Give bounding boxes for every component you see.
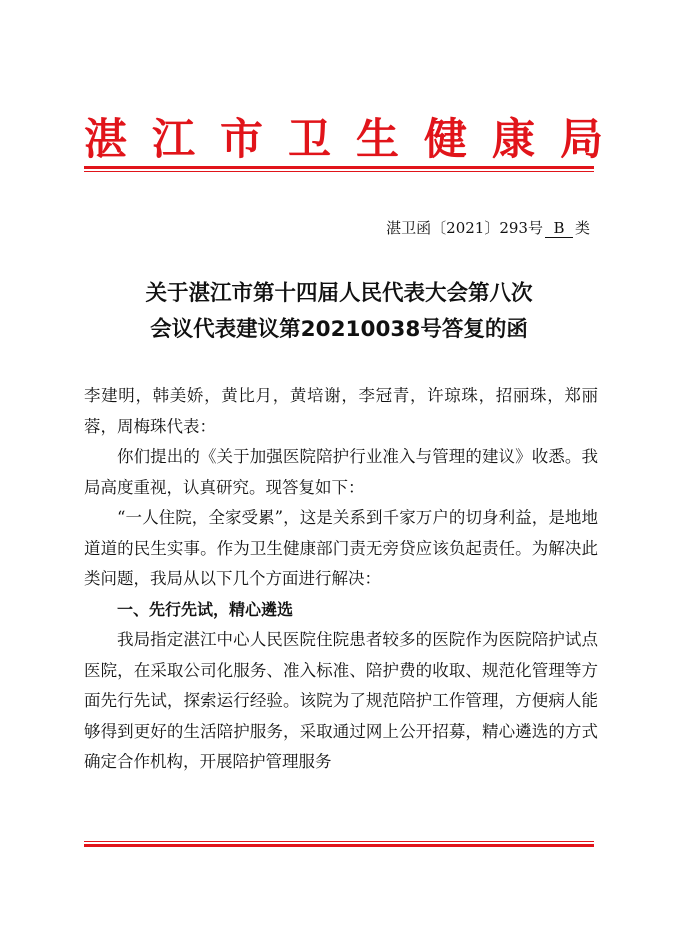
document-number [386,216,590,240]
document-class-mark: B [545,219,573,238]
body-paragraph: “一人住院，全家受累”，这是关系到千家万户的切身利益，是地地道道的民生实事。作为卫生健康部门责无旁贷应该负起责任。为解决此类问题，我局从以下几个方面进行解决： [84,508,598,588]
subject-line-2: 会议代表建议第20210038号答复的函 [150,317,528,342]
header-red-rule-thin [84,171,594,172]
footer-red-rule-thick [84,844,594,847]
recipients: 李建明，韩美娇，黄比月，黄培谢，李冠青，许琼珠，招丽珠，郑丽蓉，周梅珠代表： [84,386,598,436]
document-subject [84,276,594,348]
document-number-suffix: 类 [574,219,590,237]
document-body [84,381,598,778]
document-number-prefix: 湛卫函〔2021〕293号 [386,219,543,237]
section-heading: 一、先行先试，精心遴选 [117,599,294,619]
footer-red-rule-thin [84,841,594,842]
body-paragraph: 我局指定湛江中心人民医院住院患者较多的医院作为医院陪护试点医院，在采取公司化服务、准入标准、陪护费的收取、规范化管理等方面先行先试，探索运行经验。该院为了规范陪护工作管理，方便病人能够得到更好的生活陪护服务，采取通过网上公开招募，精心遴选的方式确定合作机构，开展陪护管理服务 [84,630,598,771]
subject-line-1: 关于湛江市第十四届人民代表大会第八次 [145,281,533,306]
header-red-rule-thick [84,166,594,169]
organization-header: 湛江市卫生健康局 [84,115,628,165]
body-paragraph: 你们提出的《关于加强医院陪护行业准入与管理的建议》收悉。我局高度重视，认真研究。现答复如下： [84,447,598,497]
